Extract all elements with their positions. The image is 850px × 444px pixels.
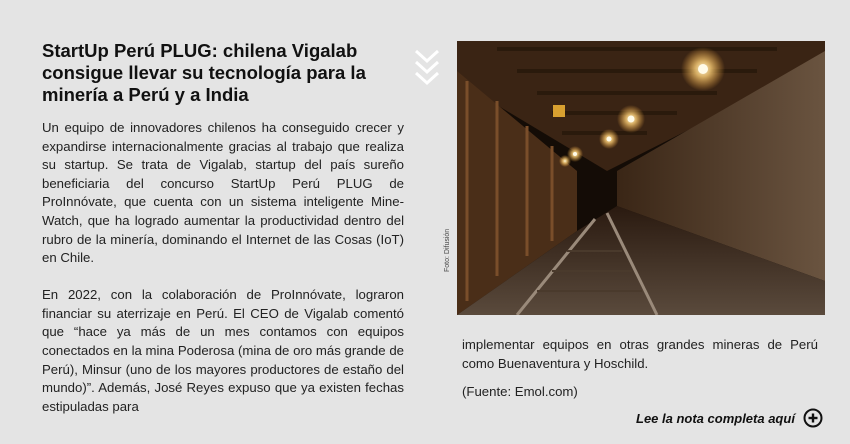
read-more-label: Lee la nota completa aquí [636,410,795,426]
mine-tunnel-photo [457,41,825,315]
article-body-right [462,336,818,412]
plus-circle-icon[interactable] [803,408,823,428]
source-note: (Fuente: Emol.com) [462,384,578,400]
paragraph-3: implementar equipos en otras grandes mineras de Perú como Buenaventura y Hoschild. [462,337,818,371]
article-body-left [42,119,404,435]
article-headline: StartUp Perú PLUG: chilena Vigalab consigue llevar su tecnología para la minería a Perú y a India [42,40,366,105]
chevrons-down-icon[interactable] [412,47,442,89]
paragraph-1: Un equipo de innovadores chilenos ha conseguido crecer y expandirse internacionalmente gracias al trabajo que realiza su startup. Se trata de Vigalab, startup del país sureño beneficiaria del concurso StartUp Perú PLUG de ProInnóvate, que cuenta con un sistema inteligente Mine-Watch, que ha logrado aumentar la productividad dentro del rubro de la minería, dominando el Internet de las Cosas (IoT) en Chile. [42,120,404,266]
photo-credit: Foto: Difusión [444,228,451,272]
read-more-link[interactable] [636,408,823,428]
paragraph-2: En 2022, con la colaboración de ProInnóvate, lograron financiar su aterrizaje en Perú. El CEO de Vigalab comentó que “hace ya más de un mes contamos con equipos conectados en la mina Poderosa (mina de oro más grande de Perú), Minsur (uno de los mayores productores de estaño del mundo)”. Además, José Reyes expuso que ya existen fechas estipuladas para [42,287,404,414]
